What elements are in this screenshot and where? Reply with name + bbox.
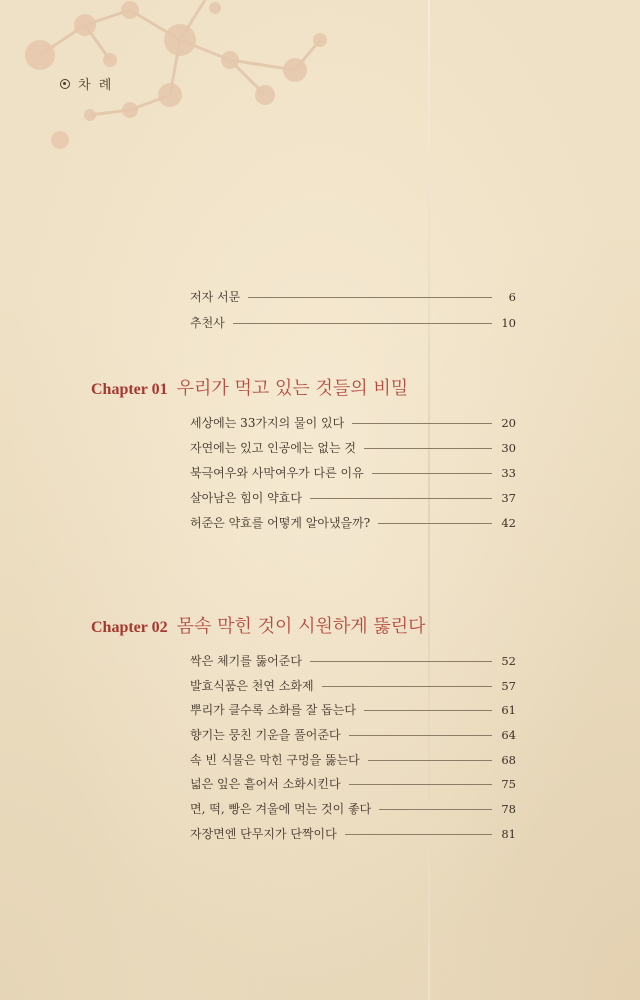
- dot-leader: [349, 735, 492, 736]
- toc-entry[interactable]: [190, 800, 516, 817]
- chapter-label: Chapter 01: [91, 381, 168, 398]
- toc-entry-title: 싹은 체기를 뚫어준다: [190, 654, 302, 668]
- toc-entry[interactable]: [190, 439, 516, 456]
- dot-leader: [310, 661, 492, 662]
- dot-leader: [368, 760, 492, 761]
- toc-entry-page: 30: [501, 440, 516, 455]
- toc-entry-page: 81: [501, 826, 516, 841]
- chapter-title: 우리가 먹고 있는 것들의 비밀: [176, 378, 409, 399]
- toc-entry-title: 넓은 잎은 흩어서 소화시킨다: [190, 777, 341, 791]
- toc-entry-title: 세상에는 33가지의 물이 있다: [190, 416, 345, 430]
- toc-entry[interactable]: [190, 701, 516, 718]
- dot-leader: [364, 448, 492, 449]
- toc-entry[interactable]: [190, 464, 516, 481]
- dot-leader: [310, 498, 492, 499]
- dot-leader: [372, 473, 492, 474]
- toc-entry-page: 61: [501, 702, 516, 717]
- dot-leader: [349, 784, 492, 785]
- toc-entry-page: 6: [508, 289, 516, 304]
- toc-entry-title: 향기는 뭉친 기운을 풀어준다: [190, 728, 341, 742]
- bullet-icon: [60, 79, 70, 89]
- dot-leader: [364, 710, 492, 711]
- toc-entry-page: 68: [501, 752, 516, 767]
- toc-entry-page: 52: [501, 653, 516, 668]
- toc-entry[interactable]: [190, 652, 516, 669]
- toc-header-label: 차 례: [78, 78, 114, 93]
- dot-leader: [233, 323, 492, 324]
- toc-entry-preface[interactable]: [190, 288, 516, 305]
- toc-entry-title: 허준은 약효를 어떻게 알아냈을까?: [190, 516, 371, 530]
- dot-leader: [379, 809, 492, 810]
- toc-entry-title: 뿌리가 클수록 소화를 잘 돕는다: [190, 703, 356, 717]
- toc-entry-title: 면, 떡, 빵은 겨울에 먹는 것이 좋다: [190, 802, 372, 816]
- toc-entry-page: 78: [501, 801, 516, 816]
- toc-entry-title: 살아남은 힘이 약효다: [190, 491, 302, 505]
- toc-entry[interactable]: [190, 677, 516, 694]
- toc-entry-page: 37: [501, 490, 516, 505]
- toc-entry-title: 추천사: [190, 316, 225, 330]
- dot-leader: [378, 523, 492, 524]
- dot-leader: [322, 686, 492, 687]
- toc-entry[interactable]: [190, 775, 516, 792]
- dot-leader: [248, 297, 492, 298]
- toc-entry[interactable]: [190, 489, 516, 506]
- toc-entry-page: 20: [501, 415, 516, 430]
- toc-entry[interactable]: [190, 726, 516, 743]
- toc-entry-title: 발효식품은 천연 소화제: [190, 679, 314, 693]
- toc-entry-recommendation[interactable]: [190, 314, 516, 331]
- toc-entry-page: 33: [501, 465, 516, 480]
- toc-entry-title: 자연에는 있고 인공에는 없는 것: [190, 441, 356, 455]
- chapter-01-heading[interactable]: [91, 374, 408, 400]
- toc-entry-page: 57: [501, 678, 516, 693]
- toc-entry[interactable]: [190, 751, 516, 768]
- toc-entry-title: 속 빈 식물은 막힌 구멍을 뚫는다: [190, 753, 360, 767]
- toc-entry[interactable]: [190, 414, 516, 431]
- toc-header: [60, 74, 113, 93]
- toc-entry-page: 42: [501, 515, 516, 530]
- toc-entry[interactable]: [190, 514, 516, 531]
- molecule-decoration: [0, 0, 360, 170]
- dot-leader: [345, 834, 492, 835]
- toc-entry[interactable]: [190, 825, 516, 842]
- chapter-02-heading[interactable]: [91, 612, 426, 638]
- chapter-label: Chapter 02: [91, 619, 168, 636]
- toc-entry-page: 64: [501, 727, 516, 742]
- toc-entry-page: 75: [501, 776, 516, 791]
- toc-entry-title: 자장면엔 단무지가 단짝이다: [190, 827, 337, 841]
- chapter-title: 몸속 막힌 것이 시원하게 뚫린다: [176, 616, 426, 637]
- toc-entry-title: 북극여우와 사막여우가 다른 이유: [190, 466, 364, 480]
- toc-entry-page: 10: [501, 315, 516, 330]
- dot-leader: [352, 423, 492, 424]
- toc-entry-title: 저자 서문: [190, 290, 241, 304]
